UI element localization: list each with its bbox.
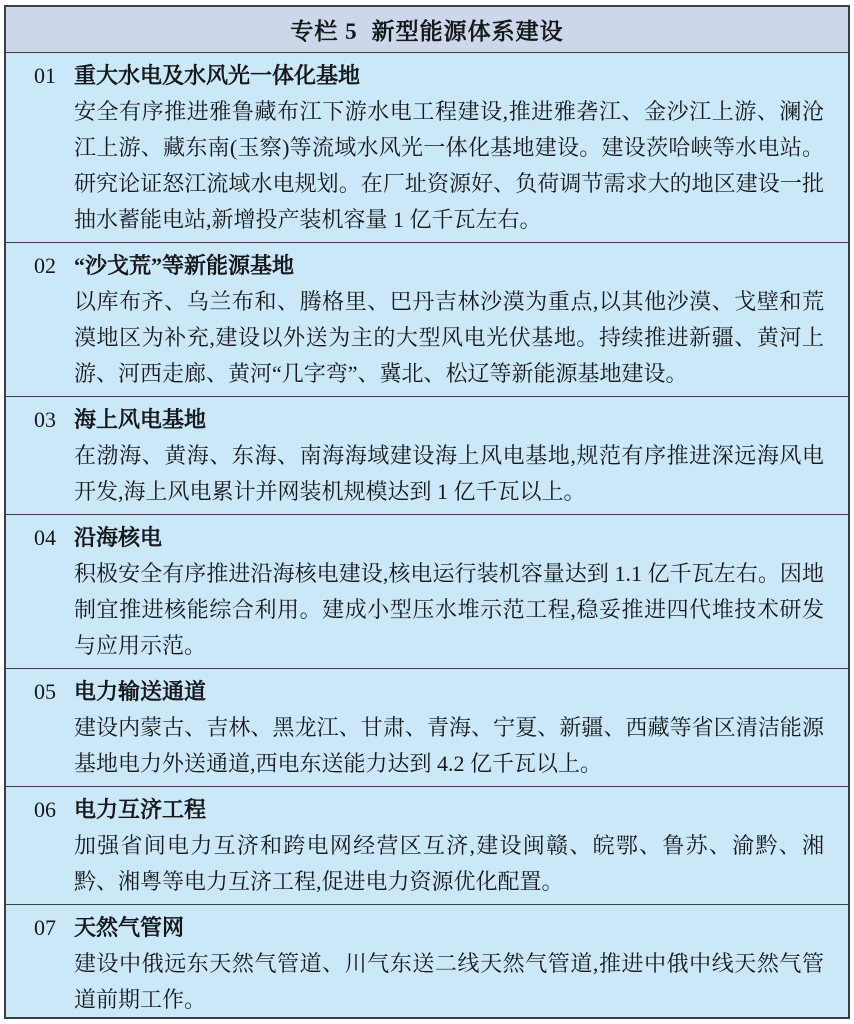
section-number: 03 — [34, 407, 56, 432]
section-heading: 电力互济工程 — [74, 797, 207, 822]
section-number: 07 — [34, 915, 56, 940]
energy-system-panel — [4, 5, 850, 1019]
section-number: 06 — [34, 797, 56, 822]
section-01-major-hydropower — [6, 53, 848, 243]
section-heading: 电力输送通道 — [74, 679, 207, 704]
section-body: 建设内蒙古、吉林、黑龙江、甘肃、青海、宁夏、新疆、西藏等省区清洁能源基地电力外送通道,西电东送能力达到 4.2 亿千瓦以上。 — [74, 715, 824, 776]
section-heading: 海上风电基地 — [74, 407, 207, 432]
section-07-gas-pipeline-network — [6, 905, 848, 1019]
section-heading: “沙戈荒”等新能源基地 — [74, 253, 295, 278]
section-number: 01 — [34, 63, 56, 88]
panel-title-label: 专栏 5 — [290, 19, 358, 44]
section-body: 在渤海、黄海、东海、南海海域建设海上风电基地,规范有序推进深远海风电开发,海上风电累计并网装机规模达到 1 亿千瓦以上。 — [74, 443, 824, 504]
section-body: 建设中俄远东天然气管道、川气东送二线天然气管道,推进中俄中线天然气管道前期工作。 — [74, 951, 824, 1012]
section-05-power-transmission — [6, 669, 848, 787]
section-heading: 重大水电及水风光一体化基地 — [74, 63, 361, 88]
section-04-coastal-nuclear — [6, 515, 848, 669]
section-02-desert-new-energy — [6, 243, 848, 397]
panel-title-text: 新型能源体系建设 — [371, 19, 564, 44]
section-body: 安全有序推进雅鲁藏布江下游水电工程建设,推进雅砻江、金沙江上游、澜沧江上游、藏东南(玉察)等流域水风光一体化基地建设。建设茨哈峡等水电站。研究论证怒江流域水电规划。在厂址资源好、负荷调节需求大的地区建设一批抽水蓄能电站,新增投产装机容量 1 亿千瓦左右。 — [74, 99, 824, 232]
panel-header — [6, 7, 848, 53]
section-number: 02 — [34, 253, 56, 278]
section-body: 积极安全有序推进沿海核电建设,核电运行装机容量达到 1.1 亿千瓦左右。因地制宜推进核能综合利用。建成小型压水堆示范工程,稳妥推进四代堆技术研发与应用示范。 — [74, 561, 824, 658]
section-body: 以库布齐、乌兰布和、腾格里、巴丹吉林沙漠为重点,以其他沙漠、戈壁和荒漠地区为补充,建设以外送为主的大型风电光伏基地。持续推进新疆、黄河上游、河西走廊、黄河“几字弯”、冀北、松辽等新能源基地建设。 — [74, 289, 824, 386]
section-06-power-mutual-aid — [6, 787, 848, 905]
section-heading: 沿海核电 — [74, 525, 163, 550]
panel-title — [290, 13, 563, 46]
section-number: 04 — [34, 525, 56, 550]
section-number: 05 — [34, 679, 56, 704]
section-heading: 天然气管网 — [74, 915, 185, 940]
section-03-offshore-wind — [6, 397, 848, 515]
section-body: 加强省间电力互济和跨电网经营区互济,建设闽赣、皖鄂、鲁苏、渝黔、湘黔、湘粤等电力互济工程,促进电力资源优化配置。 — [74, 833, 824, 894]
